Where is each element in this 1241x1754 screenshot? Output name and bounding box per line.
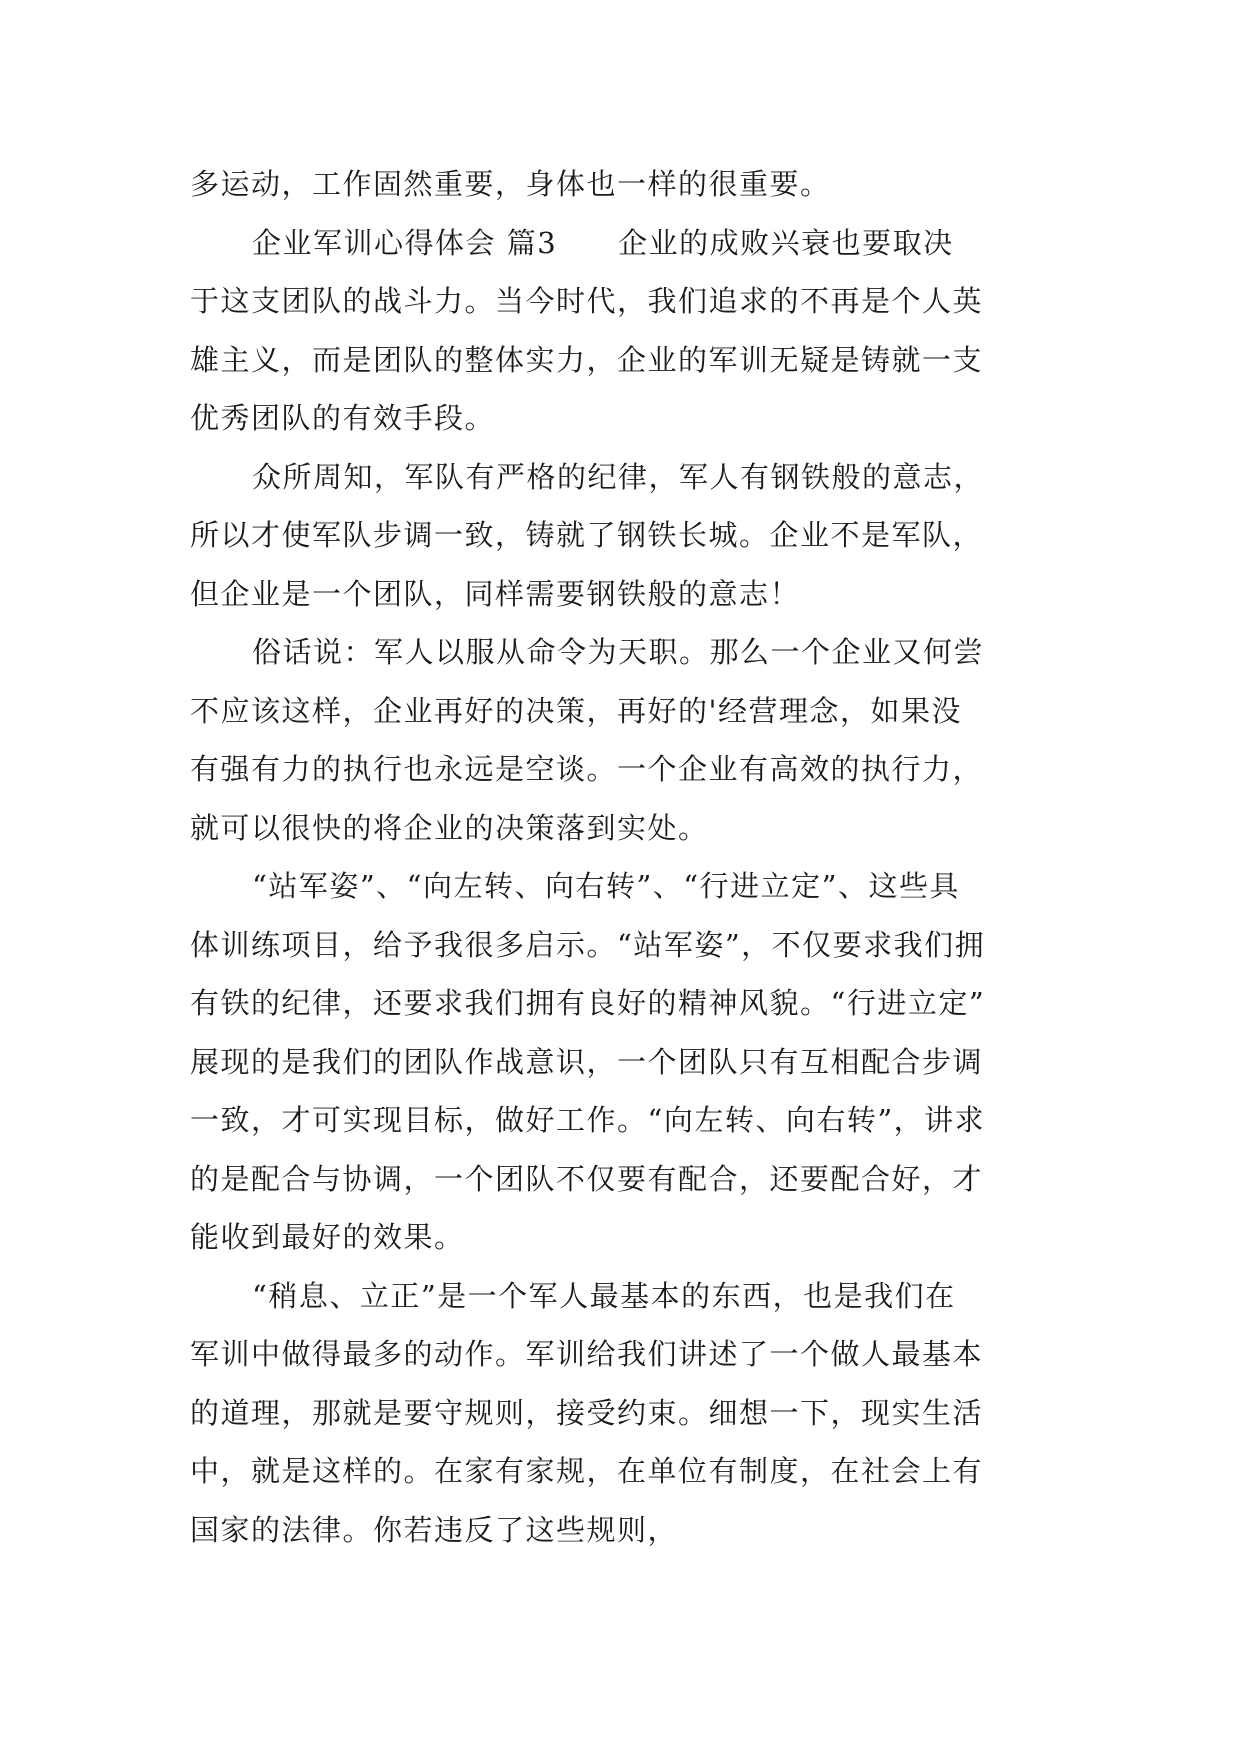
text-line: 有铁的纪律，还要求我们拥有良好的精神风貌。“行进立定” [190, 986, 986, 1020]
text-line: 展现的是我们的团队作战意识，一个团队只有互相配合步调 [190, 1044, 984, 1079]
text-line: 一致，才可实现目标，做好工作。“向左转、向右转”，讲求 [190, 1103, 986, 1137]
text-line: 中，就是这样的。在家有家规，在单位有制度，在社会上有 [190, 1454, 984, 1488]
text-line: 俗话说：军人以服从命令为天职。那么一个企业又何尝 [252, 635, 985, 669]
text-line: 军训中做得最多的动作。军训给我们讲述了一个做人最基本 [190, 1337, 984, 1371]
text-line: “稍息、立正”是一个军人最基本的东西，也是我们在 [252, 1278, 956, 1313]
text-line: 有强有力的执行也永远是空谈。一个企业有高效的执行力， [190, 752, 984, 786]
text-line: 众所周知，军队有严格的纪律，军人有钢铁般的意志， [252, 459, 985, 494]
text-line: 的是配合与协调，一个团队不仅要有配合，还要配合好，才 [190, 1161, 984, 1196]
text-line: 的道理，那就是要守规则，接受约束。细想一下，现实生活 [190, 1395, 984, 1430]
body-text [190, 155, 1060, 1559]
text-line: 于这支团队的战斗力。当今时代，我们追求的不再是个人英 [190, 284, 984, 318]
text-line: 所以才使军队步调一致，铸就了钢铁长城。企业不是军队， [190, 518, 984, 552]
text-line: 体训练项目，给予我很多启示。“站军姿”，不仅要求我们拥 [190, 927, 986, 962]
text-line: 不应该这样，企业再好的决策，再好的'经营理念，如果没 [190, 693, 962, 728]
text-line: 能收到最好的效果。 [190, 1220, 465, 1254]
text-line: 雄主义，而是团队的整体实力，企业的军训无疑是铸就一支 [190, 342, 984, 377]
text-line: 多运动，工作固然重要，身体也一样的很重要。 [190, 167, 831, 201]
text-line: 就可以很快的将企业的决策落到实处。 [190, 810, 709, 845]
text-line: 优秀团队的有效手段。 [190, 401, 496, 435]
text-line: 企业军训心得体会 篇3 企业的成败兴衰也要取决 [252, 225, 954, 260]
text-line: “站军姿”、“向左转、向右转”、“行进立定”、这些具 [252, 869, 960, 903]
text-line: 但企业是一个团队，同样需要钢铁般的意志！ [190, 576, 801, 611]
text-line: 国家的法律。你若违反了这些规则， [190, 1512, 679, 1547]
